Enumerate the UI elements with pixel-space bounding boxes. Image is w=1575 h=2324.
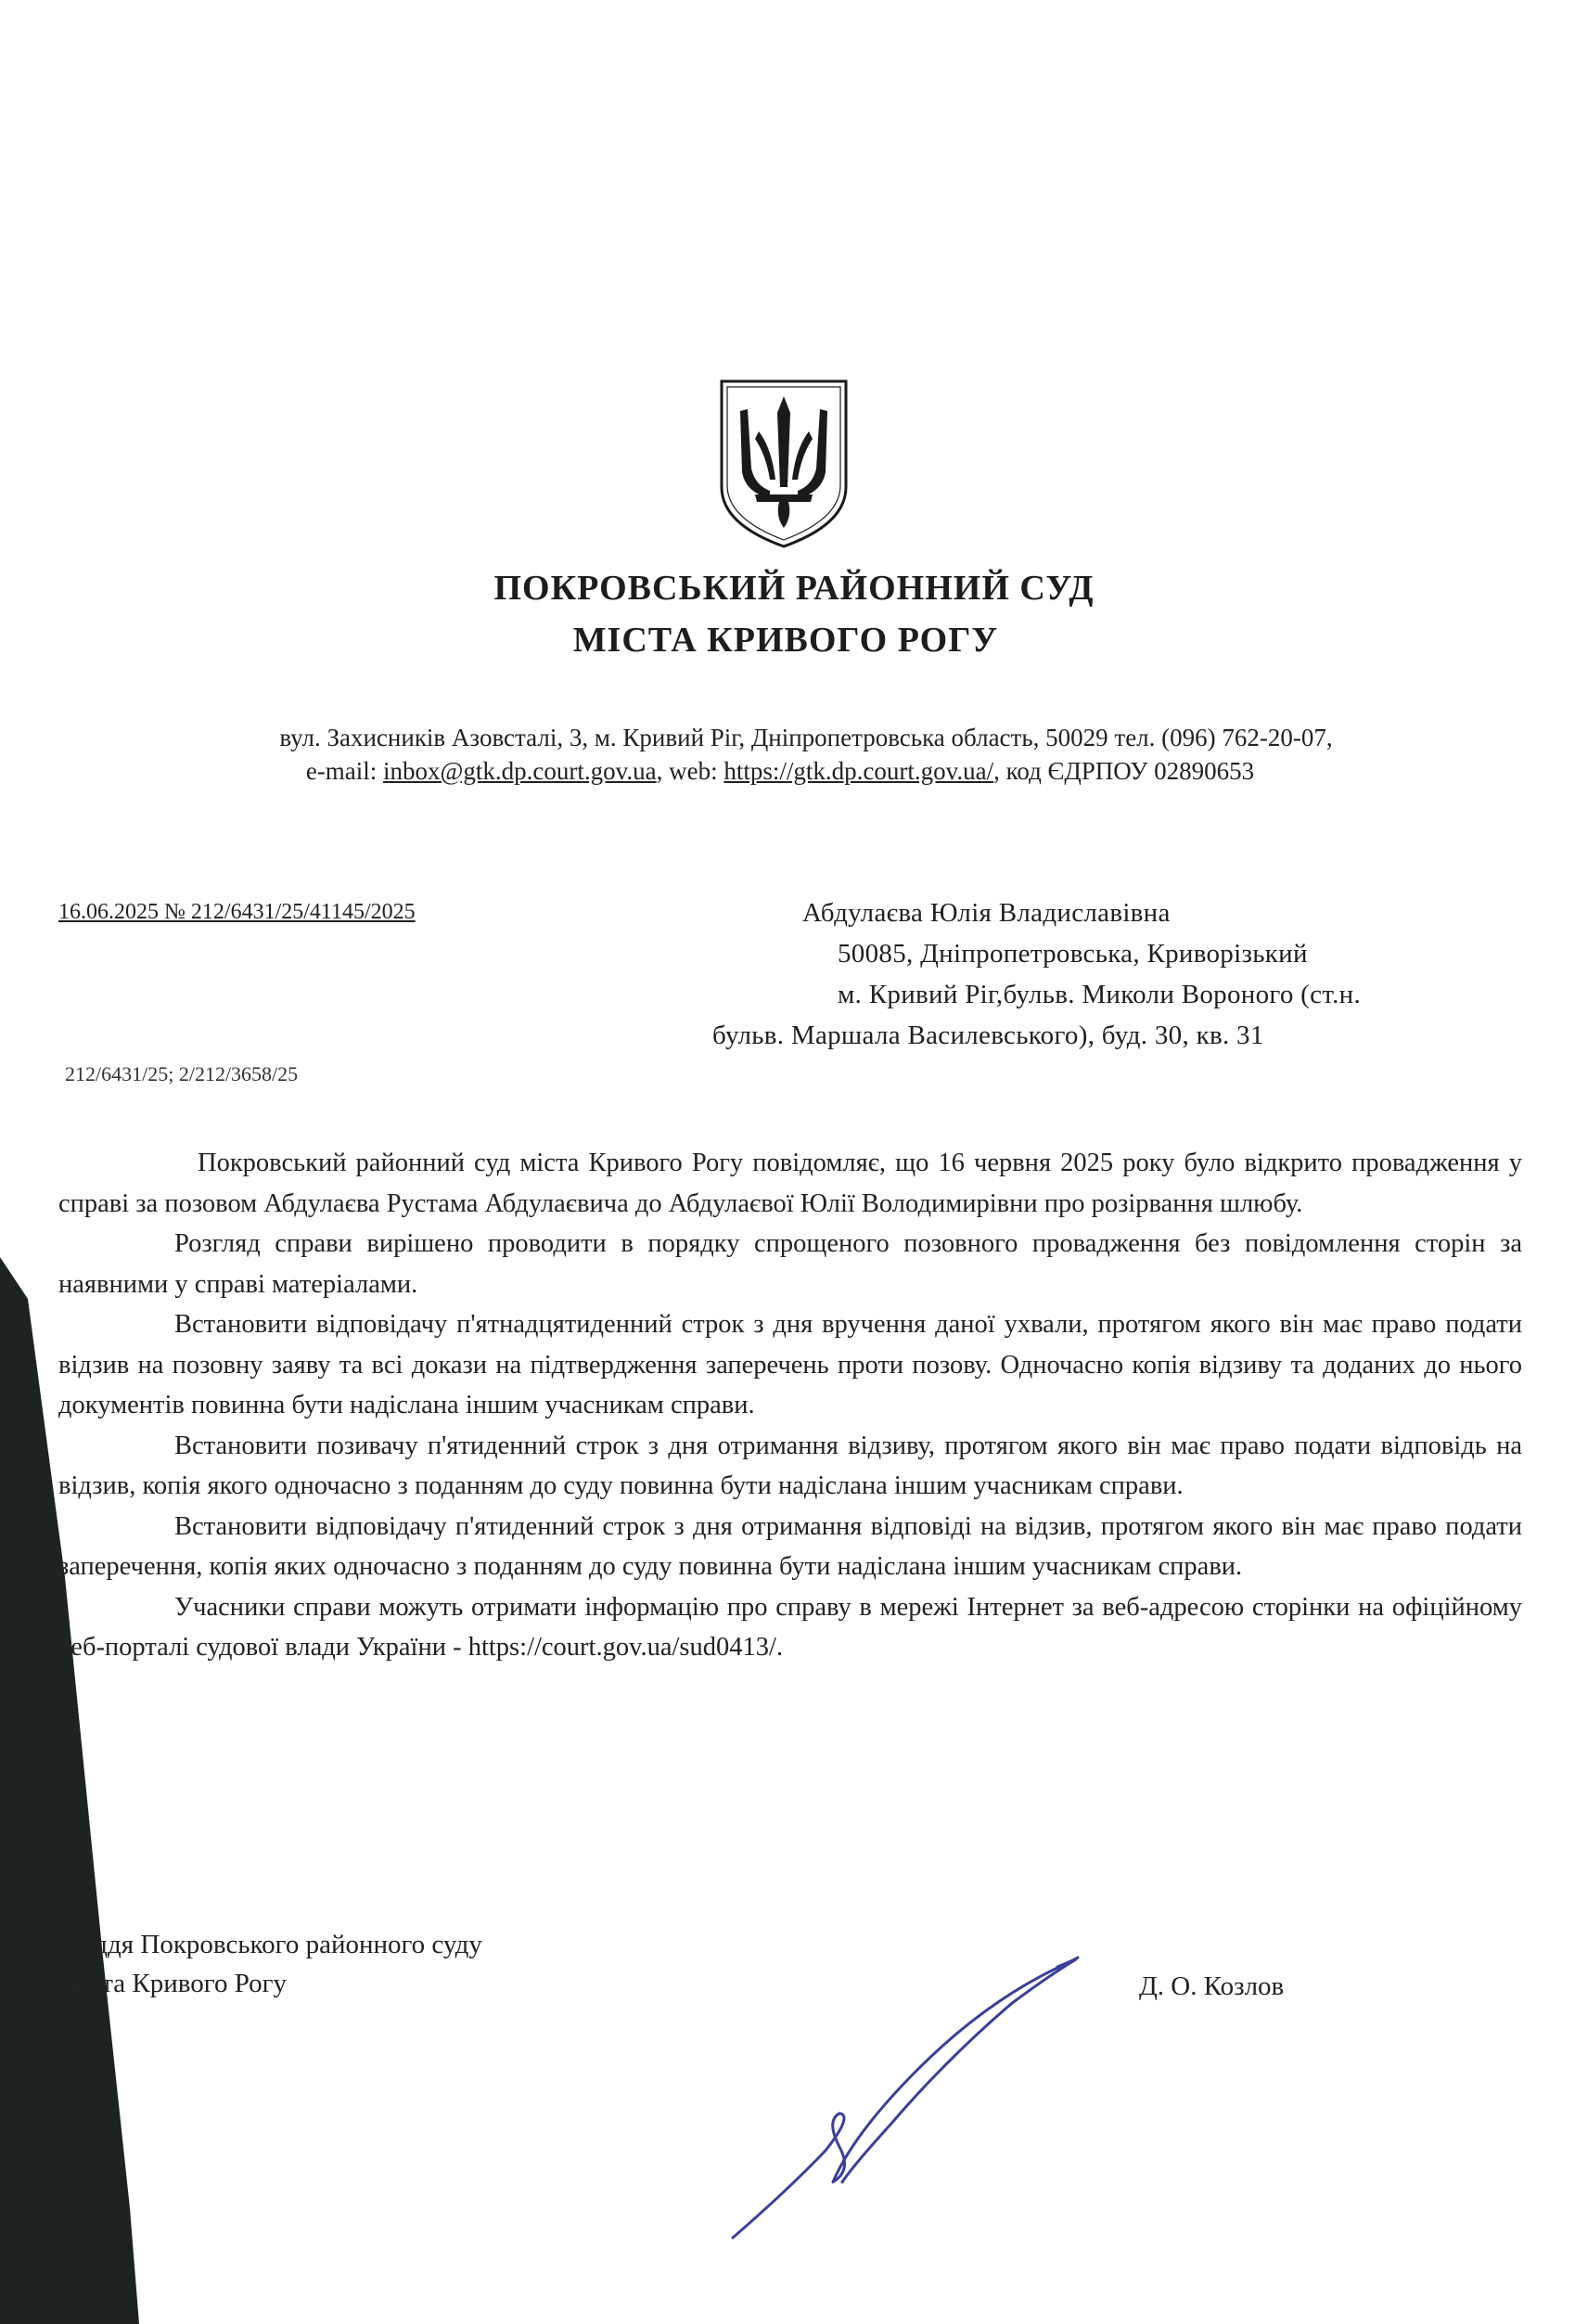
trident-emblem-icon [714, 376, 853, 552]
judge-title-line-1: Суддя Покровського районного суду [65, 1930, 482, 1959]
recipient-address-line-1: 50085, Дніпропетровська, Криворізький [838, 939, 1308, 969]
body-paragraph: Встановити відповідачу п'ятнадцятиденний строк з дня вручення даної ухвали, протягом якого він має право подати відзив на позовну заяву та всі докази на підтвердження заперечень проти позову. Одночасно копія відзиву та доданих до нього документів повинна бути надіслана іншим учасникам справи. [58, 1310, 1522, 1419]
court-contacts [0, 757, 1568, 786]
outgoing-reference: 16.06.2025 № 212/6431/25/41145/2025 [58, 900, 416, 924]
email-label: e-mail: [305, 757, 384, 785]
court-name-line-2: МІСТА КРИВОГО РОГУ [572, 621, 999, 660]
recipient-name: Абдулаєва Юлія Владиславівна [802, 898, 1171, 928]
judge-name: Д. О. Козлов [1139, 1971, 1285, 2001]
body-paragraph: Покровський районний суд міста Кривого Рогу повідомляє, що 16 червня 2025 року було відкрито провадження у справі за позовом Абдулаєва Рустама Абдулаєвича до Абдулаєвої Юлії Володимирівни про розірвання шлюбу. [58, 1149, 1522, 1218]
letter-body [58, 1143, 1522, 1668]
edrpou-code: , код ЄДРПОУ 02890653 [993, 757, 1255, 785]
body-paragraph: Розгляд справи вирішено проводити в порядку спрощеного позовного провадження без повідомлення сторін за наявними у справі матеріалами. [58, 1229, 1522, 1299]
case-numbers: 212/6431/25; 2/212/3658/25 [65, 1062, 299, 1085]
recipient-address-line-2: м. Кривий Ріг,бульв. Миколи Вороного (ст.н. [838, 980, 1362, 1009]
court-name-line-1: ПОКРОВСЬКИЙ РАЙОННИЙ СУД [493, 569, 1095, 608]
email-link[interactable]: inbox@gtk.dp.court.gov.ua [383, 757, 657, 785]
body-paragraph: Встановити позивачу п'ятиденний строк з дня отримання відзиву, протягом якого він має право подати відповідь на відзив, копія якого одночасно з поданням до суду повинна бути надіслана іншим учасникам справи. [58, 1431, 1522, 1500]
web-link[interactable]: https://gtk.dp.court.gov.ua/ [723, 757, 994, 785]
court-address: вул. Захисників Азовсталі, 3, м. Кривий Ріг, Дніпропетровська область, 50029 тел. (096) 762-20-07, [279, 724, 1333, 751]
body-paragraph: Встановити відповідачу п'ятиденний строк з дня отримання відповіді на відзив, протягом якого він має право подати заперечення, копія яких одночасно з поданням до суду повинна бути надіслана іншим учасникам справи. [58, 1511, 1522, 1581]
recipient-address-line-3: бульв. Маршала Василевського), буд. 30, кв. 31 [712, 1021, 1264, 1050]
body-paragraph: Учасники справи можуть отримати інформацію про справу в мережі Інтернет за веб-адресою сторінки на офіційному веб-порталі судової влади України - https://court.gov.ua/sud0413/. [58, 1592, 1522, 1662]
handwritten-signature [714, 1939, 1104, 2254]
judge-title-line-2: міста Кривого Рогу [65, 1969, 288, 1998]
web-label: , web: [656, 757, 724, 785]
